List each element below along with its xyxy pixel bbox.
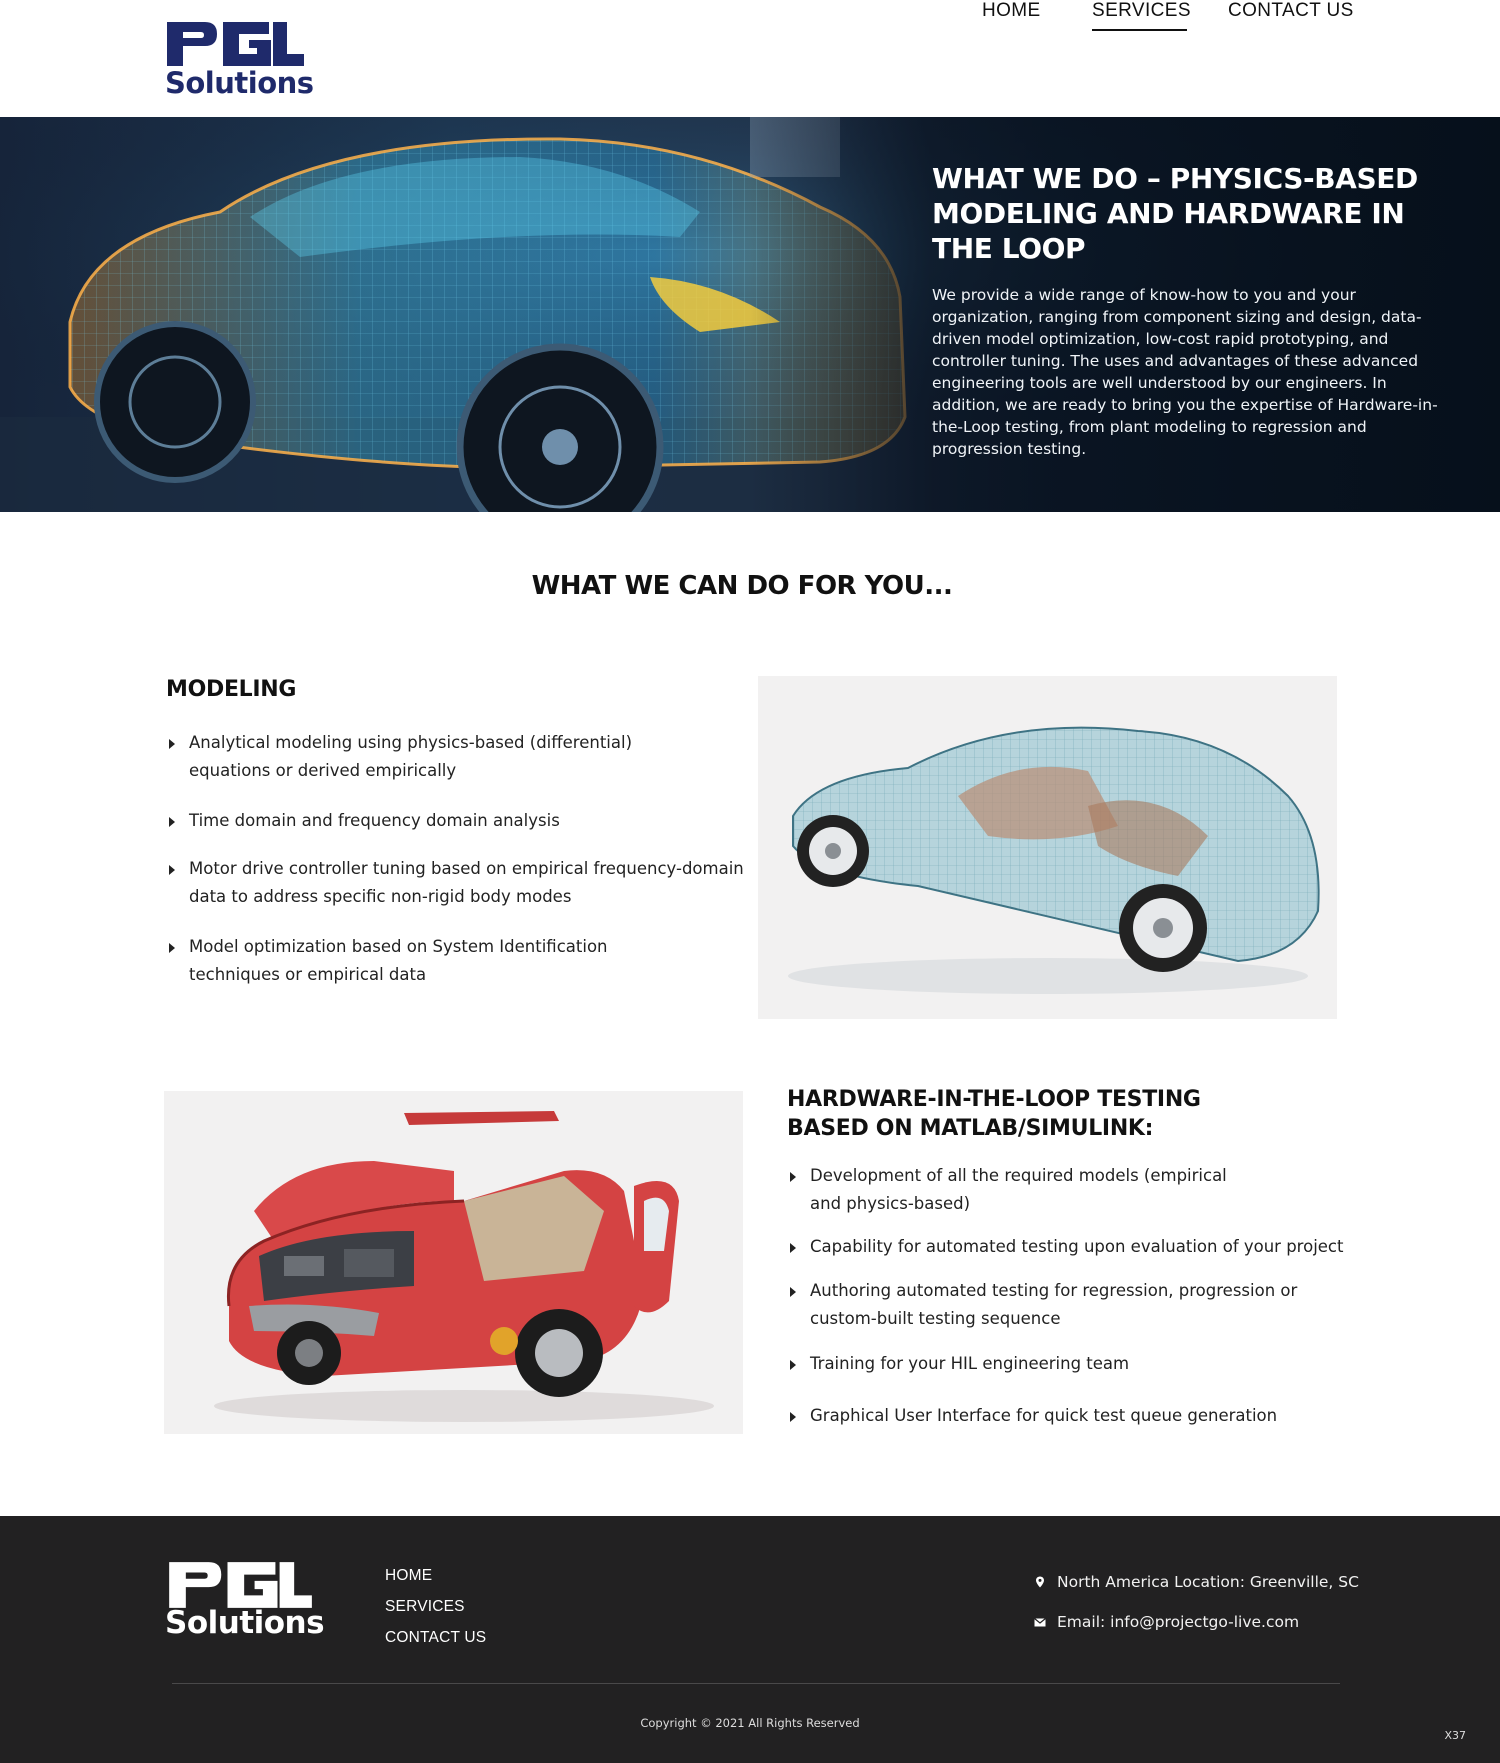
footer-link-services[interactable]: SERVICES xyxy=(385,1598,465,1615)
hil-list xyxy=(787,1162,1347,1430)
hero-banner xyxy=(0,117,1500,512)
list-item xyxy=(166,933,746,989)
nav-contact-us[interactable]: CONTACT US xyxy=(1228,0,1354,21)
list-item-text: Motor drive controller tuning based on empirical frequency-domain data to address specific non-rigid body modes xyxy=(189,859,744,906)
envelope-icon xyxy=(1034,1616,1046,1628)
wireframe-car-illustration xyxy=(758,676,1337,1019)
triangle-bullet-icon xyxy=(790,1412,796,1422)
list-item-text: Development of all the required models (empirical and physics-based) xyxy=(810,1166,1227,1213)
footer-divider xyxy=(172,1683,1340,1684)
hero-description: We provide a wide range of know-how to you and your organization, ranging from component sizing and design, data-driven model optimization, low-cost rapid prototyping, and controller tuning. The uses and advantages of these advanced engineering tools are well understood by our engineers. In addition, we are ready to bring you the expertise of Hardware-in-the-Loop testing, from plant modeling to regression and progression testing. xyxy=(932,286,1438,458)
list-item-text: Training for your HIL engineering team xyxy=(810,1354,1130,1373)
footer-logo[interactable] xyxy=(165,1560,325,1645)
footer-contact xyxy=(1032,1572,1359,1632)
list-item xyxy=(787,1350,1347,1378)
hero-title: WHAT WE DO – PHYSICS-BASED MODELING AND HARDWARE IN THE LOOP xyxy=(932,162,1418,265)
list-item xyxy=(787,1233,1347,1261)
modeling-heading: MODELING xyxy=(166,677,297,702)
footer-link-home[interactable]: HOME xyxy=(385,1567,433,1584)
list-item xyxy=(166,729,746,785)
location-row xyxy=(1032,1572,1359,1592)
triangle-bullet-icon xyxy=(790,1243,796,1253)
hil-car-image xyxy=(164,1091,743,1434)
location-text: North America Location: Greenville, SC xyxy=(1057,1573,1359,1591)
email-row[interactable] xyxy=(1032,1612,1359,1632)
footer-logo-wordmark: Solutions xyxy=(165,1605,325,1641)
list-item-text: Graphical User Interface for quick test queue generation xyxy=(810,1406,1278,1425)
list-item-text: Model optimization based on System Identification techniques or empirical data xyxy=(189,937,608,984)
triangle-bullet-icon xyxy=(169,739,175,749)
triangle-bullet-icon xyxy=(790,1287,796,1297)
list-item xyxy=(787,1162,1347,1218)
footer-nav xyxy=(385,1560,486,1653)
pgl-logo-mark xyxy=(165,20,305,68)
list-item xyxy=(787,1402,1347,1430)
triangle-bullet-icon xyxy=(169,865,175,875)
triangle-bullet-icon xyxy=(169,817,175,827)
list-item-text: Capability for automated testing upon evaluation of your project xyxy=(810,1237,1344,1256)
logo-wordmark: Solutions xyxy=(165,66,314,100)
open-red-car-illustration xyxy=(164,1091,743,1434)
modeling-car-image xyxy=(758,676,1337,1019)
site-footer xyxy=(0,1516,1500,1763)
hil-heading: HARDWARE-IN-THE-LOOP TESTING BASED ON MATLAB/SIMULINK: xyxy=(787,1087,1201,1141)
nav-services[interactable]: SERVICES xyxy=(1092,0,1191,21)
triangle-bullet-icon xyxy=(790,1172,796,1182)
triangle-bullet-icon xyxy=(169,943,175,953)
brand-logo[interactable] xyxy=(165,20,314,100)
email-text[interactable]: Email: info@projectgo-live.com xyxy=(1057,1613,1300,1631)
pgl-logo-mark-white xyxy=(165,1560,315,1610)
corner-tag: X37 xyxy=(1444,1729,1466,1742)
copyright-text: Copyright © 2021 All Rights Reserved xyxy=(640,1716,860,1730)
services-section-title: WHAT WE CAN DO FOR YOU... xyxy=(531,571,953,601)
triangle-bullet-icon xyxy=(790,1360,796,1370)
list-item xyxy=(166,855,746,911)
list-item-text: Analytical modeling using physics-based (differential) equations or derived empirically xyxy=(189,733,633,780)
site-header xyxy=(0,0,1500,117)
nav-home[interactable]: HOME xyxy=(982,0,1041,21)
hero-text-block xyxy=(932,161,1452,460)
list-item xyxy=(787,1277,1347,1333)
modeling-list xyxy=(166,729,746,989)
footer-link-contact-us[interactable]: CONTACT US xyxy=(385,1629,487,1646)
map-pin-icon xyxy=(1034,1576,1046,1588)
list-item xyxy=(166,807,746,835)
list-item-text: Authoring automated testing for regression, progression or custom-built testing sequence xyxy=(810,1281,1298,1328)
list-item-text: Time domain and frequency domain analysis xyxy=(189,811,560,830)
